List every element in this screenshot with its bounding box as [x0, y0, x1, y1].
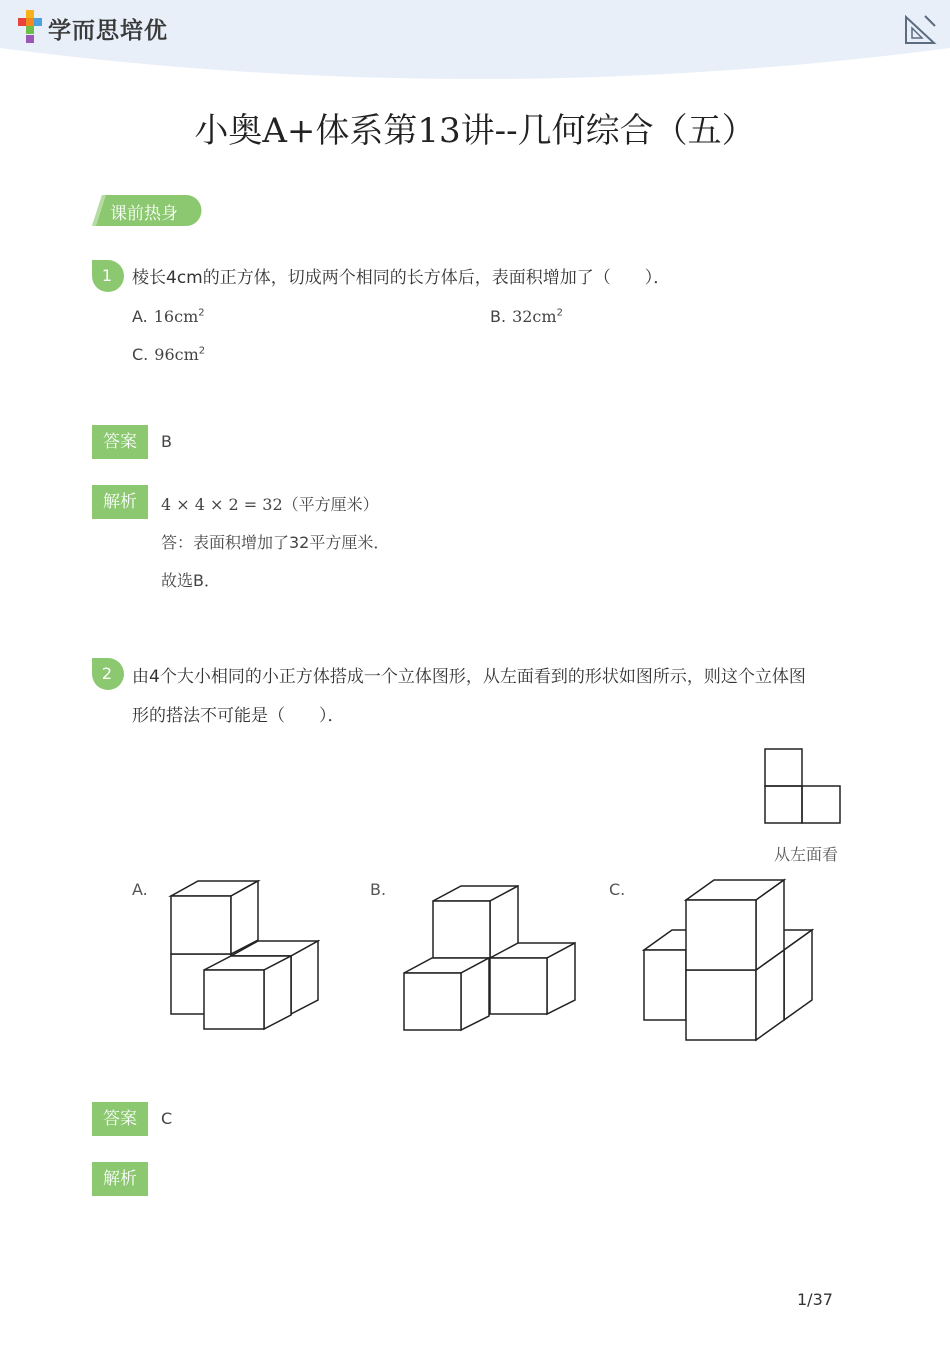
ruler-triangle-icon: [903, 14, 937, 46]
question-text: 由4个大小相同的小正方体搭成一个立体图形，从左面看到的形状如图所示，则这个立体图: [132, 667, 806, 687]
brand-name: 学而思培优: [48, 17, 168, 44]
figure-option-a: [168, 878, 320, 1032]
analysis-label: 解析: [92, 485, 148, 519]
option-c[interactable]: C. $96cm^2$: [132, 345, 206, 364]
question-text: 形的搭法不可能是（ ）．: [132, 706, 345, 726]
left-view-caption: 从左面看: [774, 845, 839, 864]
puzzle-logo-icon: [18, 10, 44, 46]
option-b[interactable]: B. $32cm^2$: [490, 307, 563, 326]
page-title: 小奥A+体系第13讲--几何综合（五）: [194, 111, 756, 151]
answer-value: B: [161, 432, 172, 451]
answer-label: 答案: [92, 1102, 148, 1136]
figure-option-c-label[interactable]: C.: [609, 880, 626, 899]
analysis-line: 4 × 4 × 2 = 32（平方厘米）: [161, 495, 379, 514]
question-text: 棱长4cm的正方体，切成两个相同的长方体后，表面积增加了（ ）．: [132, 268, 671, 288]
page-number: 1/37: [797, 1290, 833, 1309]
left-view-figure: [764, 748, 842, 824]
question-number-badge: 1: [92, 260, 124, 292]
figure-option-a-label[interactable]: A.: [132, 880, 148, 899]
section-tag: [92, 195, 202, 226]
section-label: 课前热身: [110, 204, 178, 224]
figure-option-b: [402, 884, 578, 1032]
answer-label: 答案: [92, 425, 148, 459]
figure-option-b-label[interactable]: B.: [370, 880, 387, 899]
brand-logo[interactable]: [18, 10, 168, 46]
question-number-badge: 2: [92, 658, 124, 690]
option-a[interactable]: A. $16cm^2$: [132, 307, 205, 326]
figure-option-c: [642, 878, 816, 1044]
analysis-line: 故选B．: [161, 571, 220, 590]
analysis-line: 答：表面积增加了32平方厘米．: [161, 533, 390, 552]
answer-value: C: [161, 1109, 173, 1128]
analysis-label: 解析: [92, 1162, 148, 1196]
